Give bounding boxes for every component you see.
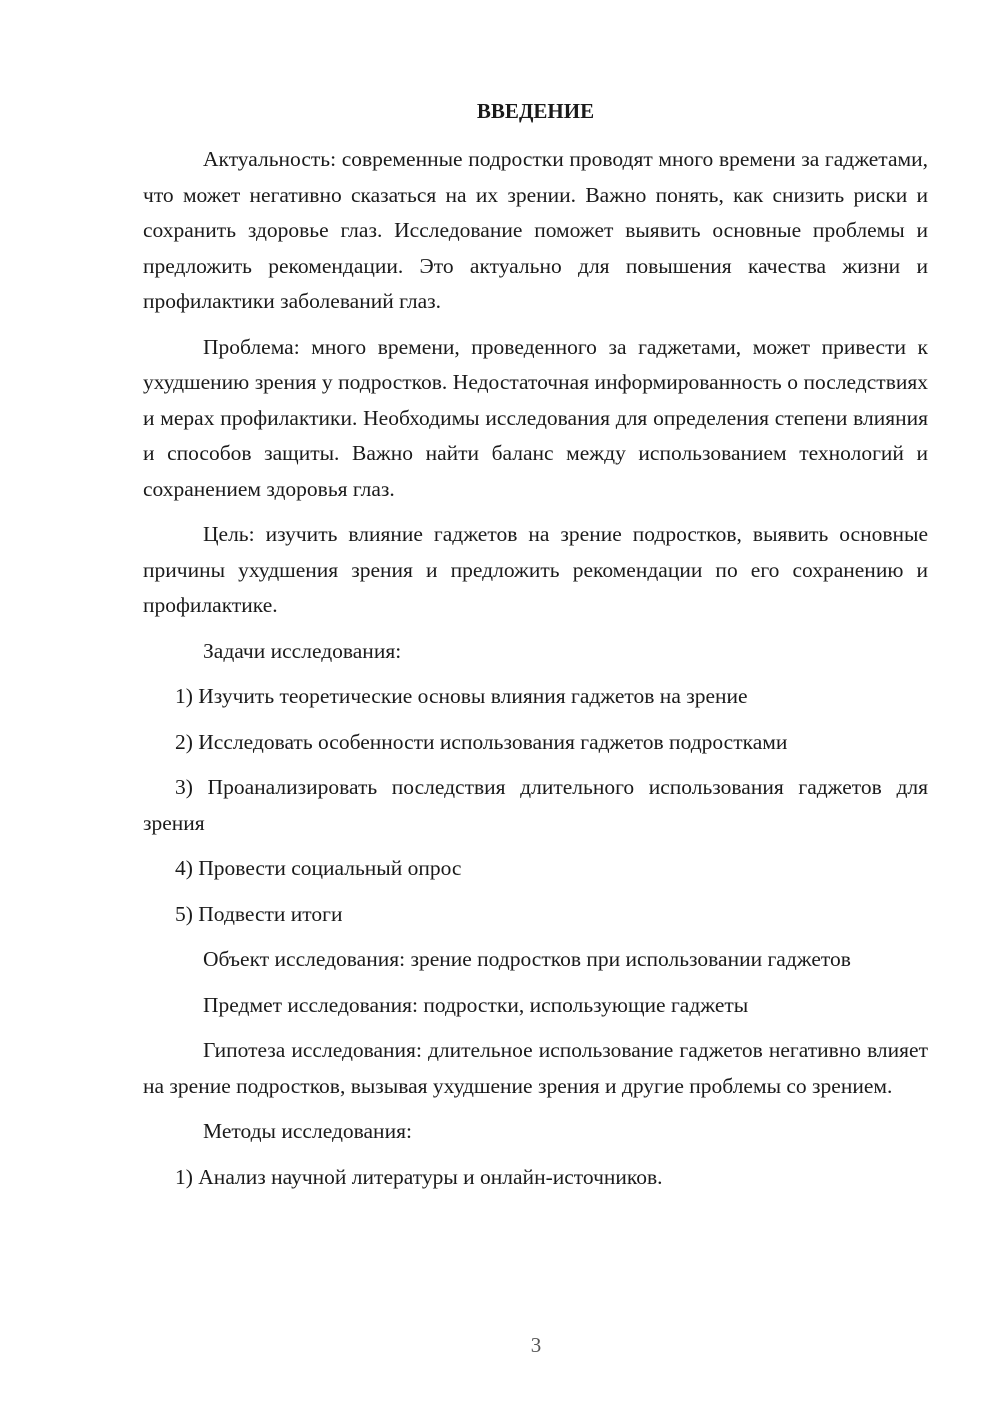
paragraph-hypothesis: Гипотеза исследования: длительное использование гаджетов негативно влияет на зрение подростков, вызывая ухудшение зрения и другие проблемы со зрением. (143, 1038, 928, 1098)
page-number: 3 (530, 1333, 542, 1357)
tasks-heading: Задачи исследования: (203, 638, 402, 663)
document-body (143, 142, 928, 1205)
paragraph-relevance: Актуальность: современные подростки проводят много времени за гаджетами, что может негативно сказаться на их зрении. Важно понять, как снизить риски и сохранить здоровье глаз. Исследование поможет выявить основные проблемы и предложить рекомендации. Это актуально для повышения качества жизни и профилактики заболеваний глаз. (143, 147, 928, 313)
method-item: 1) Анализ научной литературы и онлайн-источников. (175, 1164, 663, 1189)
task-item: 2) Исследовать особенности использования гаджетов подростками (175, 729, 788, 754)
paragraph-problem: Проблема: много времени, проведенного за гаджетами, может привести к ухудшению зрения у подростков. Недостаточная информированность о последствиях и мерах профилактики. Необходимы исследования для определения степени влияния и способов защиты. Важно найти баланс между использованием технологий и сохранением здоровья глаз. (143, 334, 928, 501)
task-item: 4) Провести социальный опрос (175, 856, 462, 880)
methods-heading: Методы исследования: (203, 1119, 412, 1143)
paragraph-goal: Цель: изучить влияние гаджетов на зрение подростков, выявить основные причины ухудшения зрения и предложить рекомендации по его сохранению и профилактике. (143, 522, 928, 617)
task-item: 5) Подвести итоги (175, 901, 343, 926)
paragraph-object: Объект исследования: зрение подростков при использовании гаджетов (203, 947, 851, 971)
task-item: 1) Изучить теоретические основы влияния гаджетов на зрение (175, 684, 748, 708)
task-item: 3) Проанализировать последствия длительного использования гаджетов для зрения (143, 775, 928, 835)
paragraph-subject: Предмет исследования: подростки, использующие гаджеты (203, 992, 749, 1017)
page-title: ВВЕДЕНИЕ (476, 99, 595, 123)
